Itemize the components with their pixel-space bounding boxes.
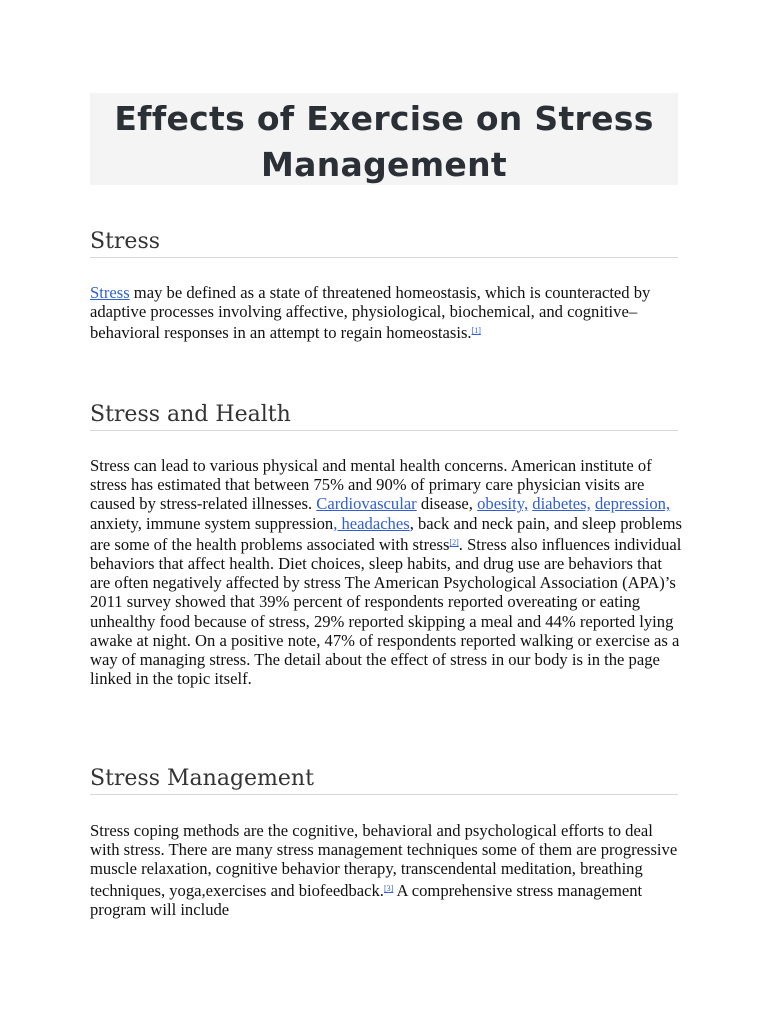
paragraph-text: Stress coping methods are the cognitive, behavioral and psychological efforts to deal with stress. There are many stress management techniques some of them are progressive muscle relaxation, cognitive behavior therapy, transcendental meditation, breathing techniques, yoga,exercises and biofeedback. <box>90 821 678 900</box>
section-heading-stress-and-health: Stress and Health <box>90 400 678 431</box>
reference-link-3[interactable]: [3] <box>383 883 394 893</box>
title-banner <box>90 93 678 185</box>
paragraph-text: , back and neck pain, and sleep problems are some of the health problems associated with stress <box>90 513 683 554</box>
section-heading-stress: Stress <box>90 227 678 258</box>
reference-link-2[interactable]: [2] <box>449 537 459 547</box>
paragraph-text: may be defined as a state of threatened homeostasis, which is counteracted by adaptive processes involving affective, physiological, biochemical, and cognitive–behavioral responses in an attempt to regain homeostasis. <box>90 283 651 343</box>
cardiovascular-link[interactable]: Cardiovascular <box>316 494 417 514</box>
section-heading-stress-management: Stress Management <box>90 764 678 795</box>
paragraph-stress-health <box>90 456 682 688</box>
headaches-link[interactable]: , headaches <box>333 513 410 533</box>
obesity-link[interactable]: obesity, <box>477 494 529 514</box>
paragraph-stress-management <box>90 821 682 919</box>
stress-link[interactable]: Stress <box>90 283 130 302</box>
page-title: Effects of Exercise on Stress Management <box>114 99 654 184</box>
paragraph-text: disease, <box>416 494 478 514</box>
paragraph-text: . Stress also influences individual behaviors that affect health. Diet choices, sleep habits, and drug use are behaviors that are often negatively affected by stress The American Psychological Association (APA)’s 2011 survey showed that 39% percent of respondents reported overeating or eating unhealthy food because of stress, 29% reported skipping a meal and 44% reported lying awake at night. On a positive note, 47% of respondents reported walking or exercise as a way of managing stress. The detail about the effect of stress in our body is in the page linked in the topic itself. <box>90 534 682 689</box>
diabetes-link[interactable]: diabetes, <box>532 494 591 514</box>
paragraph-text: Stress can lead to various physical and mental health concerns. American institute of stress has estimated that between 75% and 90% of primary care physician visits are caused by stress-related illnesses. <box>90 456 652 514</box>
paragraph-text: A comprehensive stress management program will include <box>90 880 643 919</box>
reference-link-1[interactable]: [1] <box>471 326 481 336</box>
paragraph-text: anxiety, immune system suppression <box>90 513 334 533</box>
depression-link[interactable]: depression, <box>594 494 671 514</box>
paragraph-stress-definition <box>90 283 682 343</box>
